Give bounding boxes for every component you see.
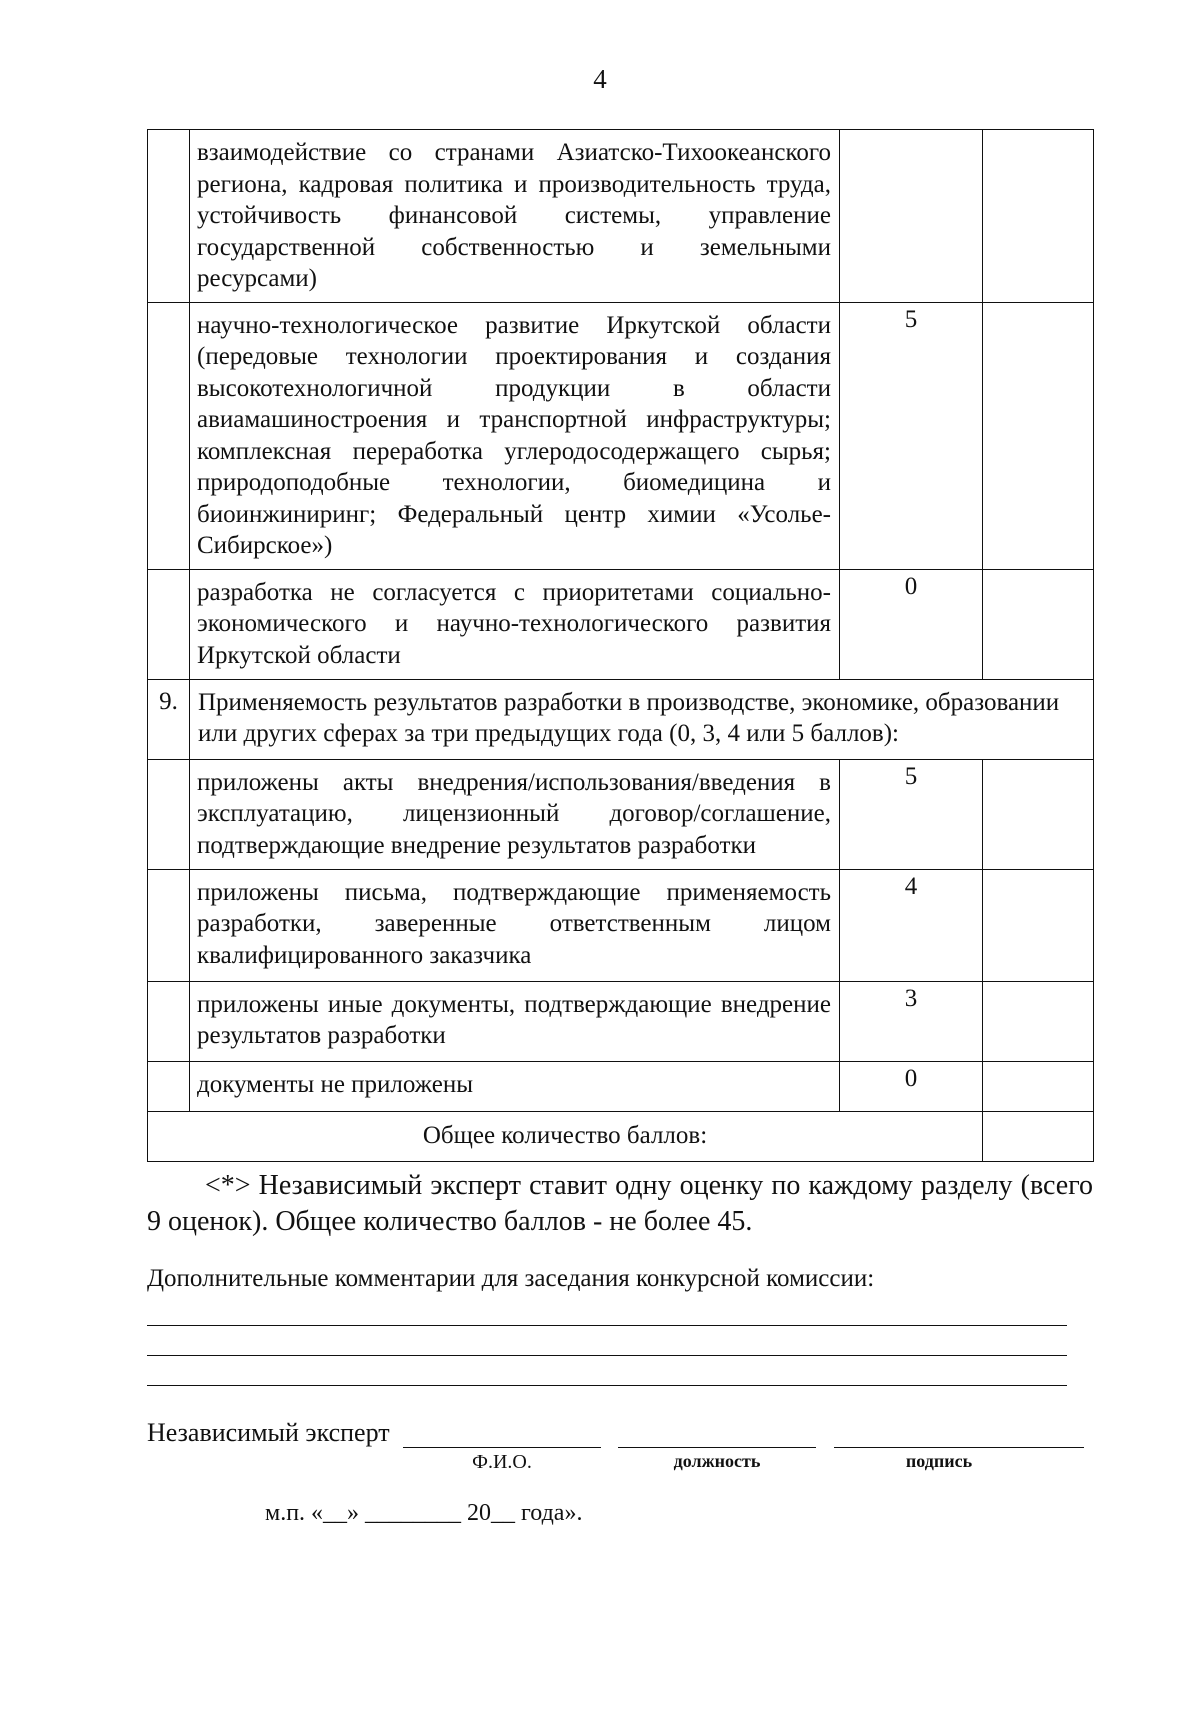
fio-caption: Ф.И.О. [472, 1451, 532, 1473]
evaluation-table [147, 129, 1094, 1162]
criterion-text: научно-технологическое развитие Иркутской области (передовые технологии проектирования и создания высокотехнологичной продукции в области авиамашиностроения и транспортной инфраструктуры; комплексная переработка углеродосодержащего сырья; природоподобные технологии, биомедицина и биоинжиниринг; Федеральный центр химии «Усолье-Сибирское») [190, 302, 840, 569]
score-cell: 3 [840, 981, 983, 1061]
table-row [148, 569, 1094, 679]
signature-field-line[interactable] [834, 1447, 1084, 1448]
table-row [148, 130, 1094, 303]
table-row [148, 302, 1094, 569]
row-number-cell [148, 1061, 190, 1111]
score-cell: 4 [840, 869, 983, 981]
row-number-cell [148, 569, 190, 679]
total-row [148, 1111, 1094, 1162]
expert-score-cell[interactable] [983, 130, 1094, 303]
table-row [148, 869, 1094, 981]
expert-label: Независимый эксперт [147, 1418, 390, 1447]
criterion-text: приложены письма, подтверждающие применяемость разработки, заверенные ответственным лицом квалифицированного заказчика [190, 869, 840, 981]
row-number-cell [148, 981, 190, 1061]
total-score-cell[interactable] [983, 1111, 1094, 1162]
expert-score-cell[interactable] [983, 869, 1094, 981]
comment-line[interactable] [147, 1325, 1067, 1326]
score-cell: 0 [840, 1061, 983, 1111]
expert-score-cell[interactable] [983, 759, 1094, 869]
criterion-text: документы не приложены [190, 1061, 840, 1111]
criterion-text: взаимодействие со странами Азиатско-Тихоокеанского региона, кадровая политика и производительность труда, устойчивость финансовой системы, управление государственной собственностью и земельными ресурсами) [190, 130, 840, 303]
table-row [148, 1061, 1094, 1111]
section-number: 9. [148, 679, 190, 759]
stamp-date-line: м.п. «__» ________ 20__ года». [265, 1500, 583, 1526]
row-number-cell [148, 759, 190, 869]
table-row [148, 759, 1094, 869]
criterion-text: приложены иные документы, подтверждающие внедрение результатов разработки [190, 981, 840, 1061]
comments-label: Дополнительные комментарии для заседания конкурсной комиссии: [147, 1265, 875, 1292]
footnote: <*> Независимый эксперт ставит одну оценку по каждому разделу (всего 9 оценок). Общее количество баллов - не более 45. [147, 1170, 1093, 1238]
expert-score-cell[interactable] [983, 569, 1094, 679]
expert-score-cell[interactable] [983, 1061, 1094, 1111]
score-cell: 5 [840, 759, 983, 869]
row-number-cell [148, 869, 190, 981]
page-number: 4 [593, 64, 607, 94]
position-field-line[interactable] [618, 1447, 816, 1448]
row-number-cell [148, 130, 190, 303]
section-title: Применяемость результатов разработки в производстве, экономике, образовании или других сферах за три предыдущих года (0, 3, 4 или 5 баллов): [190, 679, 1094, 759]
fio-field-line[interactable] [403, 1447, 601, 1448]
score-cell: 0 [840, 569, 983, 679]
table-row [148, 981, 1094, 1061]
criterion-text: приложены акты внедрения/использования/введения в эксплуатацию, лицензионный договор/соглашение, подтверждающие внедрение результатов разработки [190, 759, 840, 869]
row-number-cell [148, 302, 190, 569]
section-header-row [148, 679, 1094, 759]
score-cell [840, 130, 983, 303]
comment-line[interactable] [147, 1385, 1067, 1386]
score-cell: 5 [840, 302, 983, 569]
signature-caption: подпись [905, 1451, 973, 1471]
expert-score-cell[interactable] [983, 981, 1094, 1061]
total-label: Общее количество баллов: [148, 1111, 983, 1162]
comment-line[interactable] [147, 1355, 1067, 1356]
expert-score-cell[interactable] [983, 302, 1094, 569]
position-caption: должность [673, 1451, 761, 1471]
criterion-text: разработка не согласуется с приоритетами социально-экономического и научно-технологического развития Иркутской области [190, 569, 840, 679]
